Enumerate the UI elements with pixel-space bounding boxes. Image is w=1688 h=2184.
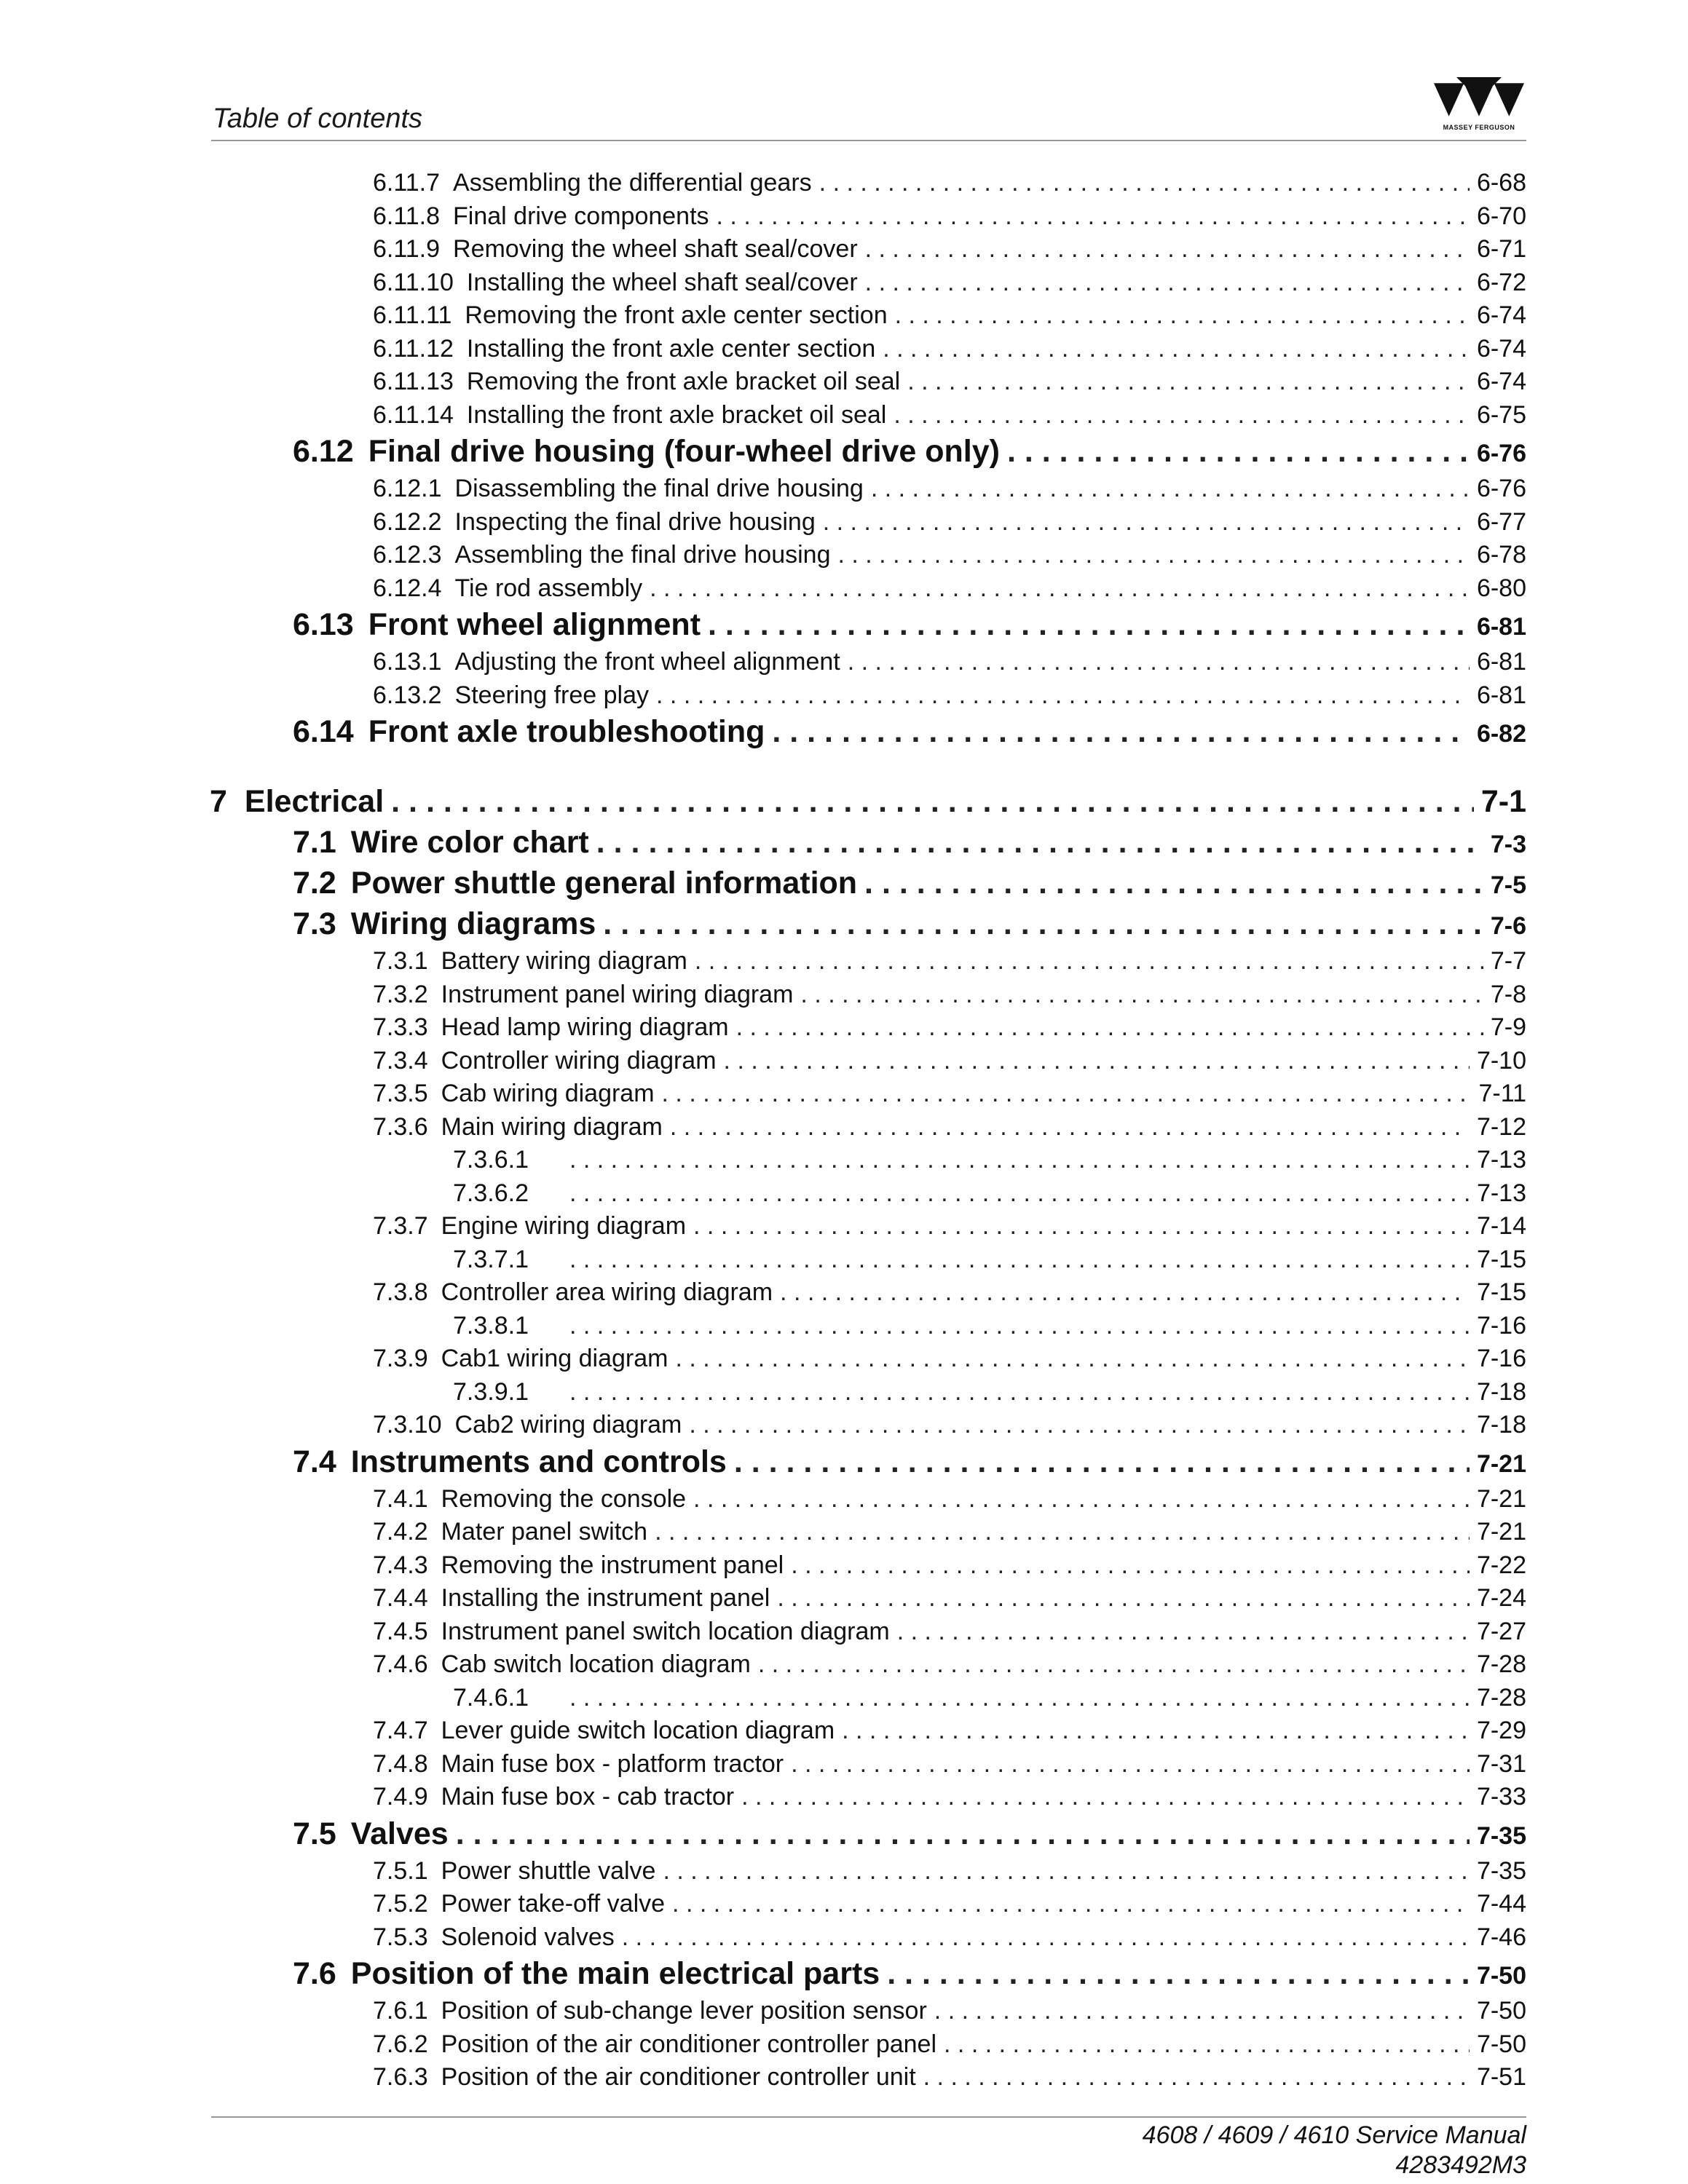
toc-entry-title: Valves xyxy=(350,1816,449,1851)
toc-entry-number: 7.3.1 xyxy=(373,947,428,975)
toc-entry[interactable] xyxy=(0,475,1526,503)
toc-entry-page: 6-80 xyxy=(1476,574,1526,602)
toc-dot-leader xyxy=(864,866,1483,901)
toc-entry-page: 7-3 xyxy=(1490,831,1526,858)
toc-entry-title: Cab2 wiring diagram xyxy=(454,1411,682,1439)
toc-entry-page: 7-13 xyxy=(1476,1179,1526,1207)
toc-entry-title: Wiring diagrams xyxy=(350,906,596,941)
toc-entry-title: Removing the front axle bracket oil seal xyxy=(466,368,901,395)
toc-dot-leader xyxy=(842,1717,1470,1745)
toc-dot-leader xyxy=(736,1013,1483,1042)
toc-entry-number: 7.4.2 xyxy=(373,1518,428,1546)
toc-entry-title: Controller wiring diagram xyxy=(441,1046,717,1075)
toc-entry-page: 7-16 xyxy=(1476,1345,1526,1372)
toc-entry-number: 7.5 xyxy=(293,1816,336,1851)
toc-dot-leader xyxy=(800,981,1483,1009)
toc-entry[interactable] xyxy=(0,1551,1526,1580)
toc-entry[interactable] xyxy=(0,1857,1526,1886)
toc-entry-number: 7 xyxy=(210,784,227,819)
toc-entry-page: 6-81 xyxy=(1476,648,1526,676)
toc-entry-title: Adjusting the front wheel alignment xyxy=(454,648,840,676)
toc-entry-title: Cab1 wiring diagram xyxy=(441,1345,669,1372)
toc-entry[interactable] xyxy=(0,574,1526,603)
logo-text: MASSEY FERGUSON xyxy=(1443,124,1515,131)
toc-entry-title: Disassembling the final drive housing xyxy=(454,475,864,502)
toc-entry-page: 7-24 xyxy=(1476,1584,1526,1612)
toc-entry-number: 7.3.3 xyxy=(373,1013,428,1041)
toc-entry-number: 6.13.2 xyxy=(373,681,442,709)
toc-dot-leader xyxy=(944,2030,1470,2059)
page-header-title: Table of contents xyxy=(213,103,423,134)
toc-dot-leader xyxy=(772,714,1470,750)
toc-dot-leader xyxy=(907,368,1470,396)
toc-entry-title: Instrument panel switch location diagram xyxy=(441,1617,890,1645)
toc-entry-page: 6-74 xyxy=(1476,301,1526,329)
toc-entry-page: 6-81 xyxy=(1476,613,1526,641)
toc-entry-number: 7.4.6 xyxy=(373,1650,428,1678)
toc-entry-page: 6-82 xyxy=(1476,720,1526,748)
toc-dot-leader xyxy=(897,1618,1470,1646)
toc-entry-title: Installing the front axle bracket oil seal xyxy=(466,400,887,429)
toc-entry-page: 7-16 xyxy=(1476,1311,1526,1340)
toc-entry-page: 7-29 xyxy=(1476,1717,1526,1744)
footer-document-number: 4283492M3 xyxy=(1395,2151,1526,2179)
toc-entry-number: 7.3.2 xyxy=(373,980,428,1008)
toc-dot-leader xyxy=(734,1444,1470,1480)
toc-entry-number: 7.4.7 xyxy=(373,1717,428,1744)
toc-entry-page: 7-6 xyxy=(1490,912,1526,940)
toc-dot-leader xyxy=(934,1997,1470,2025)
toc-entry-number: 7.3.6.2 xyxy=(453,1179,529,1207)
toc-dot-leader xyxy=(780,1278,1470,1307)
toc-entry-page: 6-68 xyxy=(1476,169,1526,197)
toc-entry-number: 6.13 xyxy=(293,607,354,642)
toc-entry-title: Front wheel alignment xyxy=(368,607,701,642)
toc-entry-number: 7.3.5 xyxy=(373,1080,428,1107)
toc-dot-leader xyxy=(724,1047,1470,1075)
toc-dot-leader xyxy=(662,1080,1472,1108)
toc-entry-number: 7.3.4 xyxy=(373,1046,428,1075)
toc-entry[interactable] xyxy=(0,1345,1526,1373)
toc-entry[interactable] xyxy=(0,1013,1526,1042)
toc-entry-number: 6.11.14 xyxy=(373,400,454,429)
toc-entry-page: 6-76 xyxy=(1476,440,1526,467)
toc-entry-number: 6.12.1 xyxy=(373,475,442,502)
toc-entry-page: 7-21 xyxy=(1476,1449,1526,1478)
toc-entry-title: Steering free play xyxy=(454,681,650,709)
toc-entry-page: 7-50 xyxy=(1476,1997,1526,2025)
toc-dot-leader xyxy=(758,1650,1470,1679)
toc-entry[interactable] xyxy=(0,1378,1526,1406)
toc-dot-leader xyxy=(1007,434,1470,470)
toc-entry-title: Removing the console xyxy=(441,1484,687,1513)
toc-dot-leader xyxy=(894,401,1470,430)
toc-entry-page: 7-12 xyxy=(1476,1112,1526,1141)
toc-entry-number: 7.6.1 xyxy=(373,1997,428,2025)
toc-entry[interactable] xyxy=(0,1923,1526,1952)
toc-entry-title: Position of the main electrical parts xyxy=(350,1956,880,1991)
toc-entry-title: Main fuse box - cab tractor xyxy=(441,1783,735,1811)
toc-entry-title: Power shuttle general information xyxy=(350,866,858,901)
toc-entry-number: 6.13.1 xyxy=(373,648,442,676)
toc-entry[interactable] xyxy=(0,1816,1526,1852)
toc-entry-title: Installing the front axle center section xyxy=(466,334,876,363)
toc-entry-number: 7.6.2 xyxy=(373,2030,428,2058)
toc-entry-number: 6.11.11 xyxy=(373,301,452,329)
toc-entry-page: 6-75 xyxy=(1476,400,1526,429)
toc-entry-title: Final drive housing (four-wheel drive only) xyxy=(368,434,1000,469)
toc-entry[interactable] xyxy=(0,1485,1526,1514)
toc-entry[interactable] xyxy=(0,235,1526,264)
toc-entry-page: 7-28 xyxy=(1476,1683,1526,1712)
toc-entry-number: 6.12.3 xyxy=(373,541,442,569)
toc-entry-page: 7-50 xyxy=(1476,2030,1526,2058)
toc-entry[interactable] xyxy=(0,301,1526,330)
toc-entry-number: 7.3.10 xyxy=(373,1411,442,1439)
toc-entry-number: 6.11.13 xyxy=(373,368,454,395)
toc-dot-leader xyxy=(887,1956,1470,1992)
toc-entry-title: Final drive components xyxy=(453,202,709,230)
toc-dot-leader xyxy=(865,235,1470,264)
toc-entry-number: 7.5.2 xyxy=(373,1890,428,1918)
toc-entry-page: 7-9 xyxy=(1490,1013,1526,1041)
toc-entry-number: 7.5.3 xyxy=(373,1923,428,1951)
toc-entry-page: 7-33 xyxy=(1476,1783,1526,1811)
toc-entry-number: 6.11.9 xyxy=(373,235,441,263)
toc-entry[interactable] xyxy=(0,1997,1526,2025)
toc-entry-page: 7-15 xyxy=(1476,1278,1526,1306)
toc-dot-leader xyxy=(675,1345,1470,1373)
toc-entry[interactable] xyxy=(0,1783,1526,1811)
toc-entry-page: 7-14 xyxy=(1476,1212,1526,1240)
toc-entry-page: 7-18 xyxy=(1476,1377,1526,1406)
toc-entry-title: Position of sub-change lever position sensor xyxy=(441,1997,927,2025)
toc-dot-leader xyxy=(622,1923,1470,1952)
footer-manual-title: 4608 / 4609 / 4610 Service Manual xyxy=(1142,2121,1526,2149)
toc-entry-page: 6-74 xyxy=(1476,368,1526,395)
toc-entry-page: 6-71 xyxy=(1476,235,1526,263)
toc-dot-leader xyxy=(456,1816,1470,1852)
toc-dot-leader xyxy=(695,947,1483,976)
toc-dot-leader xyxy=(923,2063,1470,2092)
toc-entry-page: 7-21 xyxy=(1476,1518,1526,1546)
toc-entry-page: 7-27 xyxy=(1476,1617,1526,1645)
toc-entry-number: 7.2 xyxy=(293,866,336,901)
toc-entry-page: 7-11 xyxy=(1478,1080,1526,1107)
toc-entry[interactable] xyxy=(0,1717,1526,1745)
toc-entry-number: 7.3.8 xyxy=(373,1278,428,1306)
toc-entry[interactable] xyxy=(0,1246,1526,1274)
toc-entry[interactable] xyxy=(0,1956,1526,1992)
toc-dot-leader xyxy=(708,607,1470,643)
toc-entry[interactable] xyxy=(0,825,1526,860)
toc-entry-number: 7.5.1 xyxy=(373,1856,428,1885)
toc-entry-number: 7.1 xyxy=(293,825,336,860)
toc-entry[interactable] xyxy=(0,2030,1526,2059)
toc-entry-title: Electrical xyxy=(244,784,384,819)
toc-entry-number: 6.11.8 xyxy=(373,202,441,230)
toc-entry-title: Removing the front axle center section xyxy=(465,301,888,329)
toc-dot-leader xyxy=(670,1113,1470,1142)
toc-entry-number: 7.3.6 xyxy=(373,1112,428,1141)
toc-entry[interactable] xyxy=(0,1618,1526,1646)
toc-entry-title: Cab switch location diagram xyxy=(441,1650,751,1678)
toc-entry[interactable] xyxy=(0,1890,1526,1918)
toc-entry-page: 6-72 xyxy=(1476,268,1526,296)
toc-entry-page: 7-1 xyxy=(1480,784,1526,819)
toc-entry-number: 7.4.5 xyxy=(373,1617,428,1645)
header-divider xyxy=(211,140,1526,141)
toc-entry-number: 7.3.9 xyxy=(373,1345,428,1372)
toc-entry[interactable] xyxy=(0,1212,1526,1241)
toc-entry-number: 7.3 xyxy=(293,906,336,941)
toc-entry-number: 6.11.12 xyxy=(373,334,454,363)
toc-entry[interactable] xyxy=(0,1411,1526,1439)
toc-entry-number: 7.6 xyxy=(293,1956,336,1991)
toc-entry-page: 6-78 xyxy=(1476,541,1526,569)
toc-entry-page: 7-10 xyxy=(1476,1046,1526,1075)
toc-entry[interactable] xyxy=(0,1080,1526,1108)
toc-entry-number: 7.4.1 xyxy=(373,1484,428,1513)
toc-dot-leader xyxy=(569,1312,1470,1340)
toc-entry[interactable] xyxy=(0,981,1526,1009)
toc-dot-leader xyxy=(871,475,1470,503)
toc-entry-number: 6.11.7 xyxy=(373,169,441,197)
toc-entry[interactable] xyxy=(0,1750,1526,1779)
toc-entry-number: 7.3.9.1 xyxy=(453,1377,529,1406)
toc-entry[interactable] xyxy=(0,607,1526,643)
toc-entry-title: Solenoid valves xyxy=(441,1923,615,1951)
toc-entry-number: 6.11.10 xyxy=(373,268,454,296)
toc-entry[interactable] xyxy=(0,269,1526,297)
toc-entry-page: 7-5 xyxy=(1490,871,1526,899)
toc-entry[interactable] xyxy=(0,681,1526,710)
toc-entry-title: Position of the air conditioner controller panel xyxy=(441,2030,937,2058)
toc-entry[interactable] xyxy=(0,1584,1526,1613)
toc-entry[interactable] xyxy=(0,1650,1526,1679)
toc-entry-number: 6.14 xyxy=(293,714,354,749)
toc-entry-number: 7.3.6.1 xyxy=(453,1146,529,1174)
toc-dot-leader xyxy=(693,1485,1470,1514)
toc-entry[interactable] xyxy=(0,2063,1526,2092)
toc-entry-page: 6-74 xyxy=(1476,334,1526,363)
toc-entry-title: Tie rod assembly xyxy=(454,574,643,602)
toc-entry[interactable] xyxy=(0,784,1526,820)
toc-entry-page: 7-13 xyxy=(1476,1146,1526,1174)
toc-entry[interactable] xyxy=(0,1146,1526,1174)
toc-entry-number: 6.12 xyxy=(293,434,354,469)
toc-entry-title: Power shuttle valve xyxy=(441,1856,656,1885)
toc-entry-title: Assembling the differential gears xyxy=(453,169,812,197)
toc-entry-page: 7-46 xyxy=(1476,1923,1526,1951)
toc-entry[interactable] xyxy=(0,541,1526,569)
toc-entry[interactable] xyxy=(0,1684,1526,1712)
toc-entry-title: Front axle troubleshooting xyxy=(368,714,765,749)
toc-entry-title: Position of the air conditioner controller unit xyxy=(441,2063,916,2091)
toc-dot-leader xyxy=(672,1890,1470,1918)
footer-divider xyxy=(211,2116,1526,2118)
toc-dot-leader xyxy=(791,1551,1470,1580)
toc-entry-number: 6.12.2 xyxy=(373,507,442,536)
toc-entry-title: Instrument panel wiring diagram xyxy=(441,980,794,1008)
toc-entry-number: 7.4.9 xyxy=(373,1783,428,1811)
toc-entry[interactable] xyxy=(0,335,1526,363)
toc-entry[interactable] xyxy=(0,1113,1526,1142)
massey-ferguson-logo xyxy=(1433,77,1525,135)
toc-entry-title: Mater panel switch xyxy=(441,1518,648,1546)
toc-entry[interactable] xyxy=(0,866,1526,901)
toc-dot-leader xyxy=(569,1146,1470,1174)
toc-entry-page: 6-70 xyxy=(1476,202,1526,230)
toc-entry[interactable] xyxy=(0,401,1526,430)
toc-entry-page: 7-44 xyxy=(1476,1890,1526,1918)
toc-entry-page: 7-7 xyxy=(1490,947,1526,975)
toc-entry-title: Cab wiring diagram xyxy=(441,1080,655,1107)
toc-entry[interactable] xyxy=(0,1047,1526,1075)
toc-entry-title: Main fuse box - platform tractor xyxy=(441,1749,784,1778)
toc-entry-number: 7.3.8.1 xyxy=(453,1311,529,1340)
toc-dot-leader xyxy=(895,301,1470,330)
toc-dot-leader xyxy=(741,1783,1470,1811)
toc-entry-page: 7-8 xyxy=(1490,980,1526,1008)
toc-entry-number: 7.4.6.1 xyxy=(453,1683,529,1712)
toc-entry[interactable] xyxy=(0,1278,1526,1307)
toc-entry-page: 6-76 xyxy=(1476,475,1526,502)
toc-dot-leader xyxy=(693,1212,1470,1241)
toc-entry-title: Installing the instrument panel xyxy=(441,1584,770,1612)
toc-entry-page: 7-31 xyxy=(1476,1749,1526,1778)
logo-triple-triangle-icon xyxy=(1433,77,1525,122)
toc-entry-title: Removing the wheel shaft seal/cover xyxy=(453,235,858,263)
toc-entry[interactable] xyxy=(0,947,1526,976)
toc-dot-leader xyxy=(656,681,1470,710)
toc-entry[interactable] xyxy=(0,202,1526,231)
toc-entry-page: 7-28 xyxy=(1476,1650,1526,1678)
toc-entry-title: Power take-off valve xyxy=(441,1890,666,1918)
toc-entry-page: 6-77 xyxy=(1476,507,1526,536)
toc-entry-number: 7.4.4 xyxy=(373,1584,428,1612)
toc-dot-leader xyxy=(569,1246,1470,1274)
toc-entry-title: Main wiring diagram xyxy=(441,1112,663,1141)
toc-entry-title: Inspecting the final drive housing xyxy=(454,507,816,536)
toc-dot-leader xyxy=(823,508,1470,537)
toc-entry[interactable] xyxy=(0,434,1526,470)
toc-dot-leader xyxy=(569,1378,1470,1406)
toc-dot-leader xyxy=(650,574,1470,603)
toc-entry[interactable] xyxy=(0,169,1526,197)
toc-entry[interactable] xyxy=(0,1179,1526,1208)
toc-entry-page: 7-51 xyxy=(1476,2063,1526,2091)
toc-dot-leader xyxy=(819,169,1470,197)
toc-entry-title: Removing the instrument panel xyxy=(441,1551,784,1579)
toc-dot-leader xyxy=(569,1179,1470,1208)
toc-entry-title: Battery wiring diagram xyxy=(441,947,687,975)
toc-entry-number: 7.3.7.1 xyxy=(453,1245,529,1273)
toc-entry-number: 7.4.3 xyxy=(373,1551,428,1579)
toc-entry-number: 6.12.4 xyxy=(373,574,442,602)
toc-entry[interactable] xyxy=(0,906,1526,942)
toc-entry-number: 7.3.7 xyxy=(373,1212,428,1240)
toc-entry-page: 7-21 xyxy=(1476,1484,1526,1513)
toc-entry-number: 7.4.8 xyxy=(373,1749,428,1778)
toc-dot-leader xyxy=(838,541,1470,569)
toc-entry-title: Engine wiring diagram xyxy=(441,1212,687,1240)
toc-entry-number: 7.4 xyxy=(293,1444,336,1479)
toc-dot-leader xyxy=(663,1857,1470,1886)
toc-dot-leader xyxy=(883,335,1470,363)
toc-entry[interactable] xyxy=(0,368,1526,396)
toc-entry-title: Wire color chart xyxy=(350,825,589,860)
toc-entry[interactable] xyxy=(0,1518,1526,1546)
toc-entry-number: 7.6.3 xyxy=(373,2063,428,2091)
toc-dot-leader xyxy=(689,1411,1470,1439)
toc-entry-title: Controller area wiring diagram xyxy=(441,1278,773,1306)
toc-entry-page: 7-35 xyxy=(1476,1856,1526,1885)
toc-dot-leader xyxy=(848,648,1470,676)
toc-entry-title: Assembling the final drive housing xyxy=(454,541,831,569)
toc-entry-page: 6-81 xyxy=(1476,681,1526,709)
toc-dot-leader xyxy=(717,202,1470,231)
toc-entry[interactable] xyxy=(0,508,1526,537)
toc-entry[interactable] xyxy=(0,714,1526,750)
toc-entry-page: 7-18 xyxy=(1476,1411,1526,1439)
toc-entry-title: Head lamp wiring diagram xyxy=(441,1013,729,1041)
toc-entry-title: Instruments and controls xyxy=(350,1444,727,1479)
toc-entry[interactable] xyxy=(0,1444,1526,1480)
toc-entry-page: 7-22 xyxy=(1476,1551,1526,1579)
toc-dot-leader xyxy=(603,906,1483,942)
toc-dot-leader xyxy=(777,1584,1470,1613)
toc-dot-leader xyxy=(791,1750,1470,1779)
toc-dot-leader xyxy=(391,784,1474,820)
toc-entry-title: Installing the wheel shaft seal/cover xyxy=(466,268,858,296)
toc-dot-leader xyxy=(569,1684,1470,1712)
toc-dot-leader xyxy=(655,1518,1470,1546)
toc-entry[interactable] xyxy=(0,1312,1526,1340)
toc-dot-leader xyxy=(865,269,1470,297)
toc-entry-title: Lever guide switch location diagram xyxy=(441,1717,835,1744)
toc-entry-page: 7-50 xyxy=(1476,1962,1526,1990)
toc-dot-leader xyxy=(596,825,1483,860)
toc-entry[interactable] xyxy=(0,648,1526,676)
toc-entry-page: 7-15 xyxy=(1476,1245,1526,1273)
toc-entry-page: 7-35 xyxy=(1476,1821,1526,1850)
